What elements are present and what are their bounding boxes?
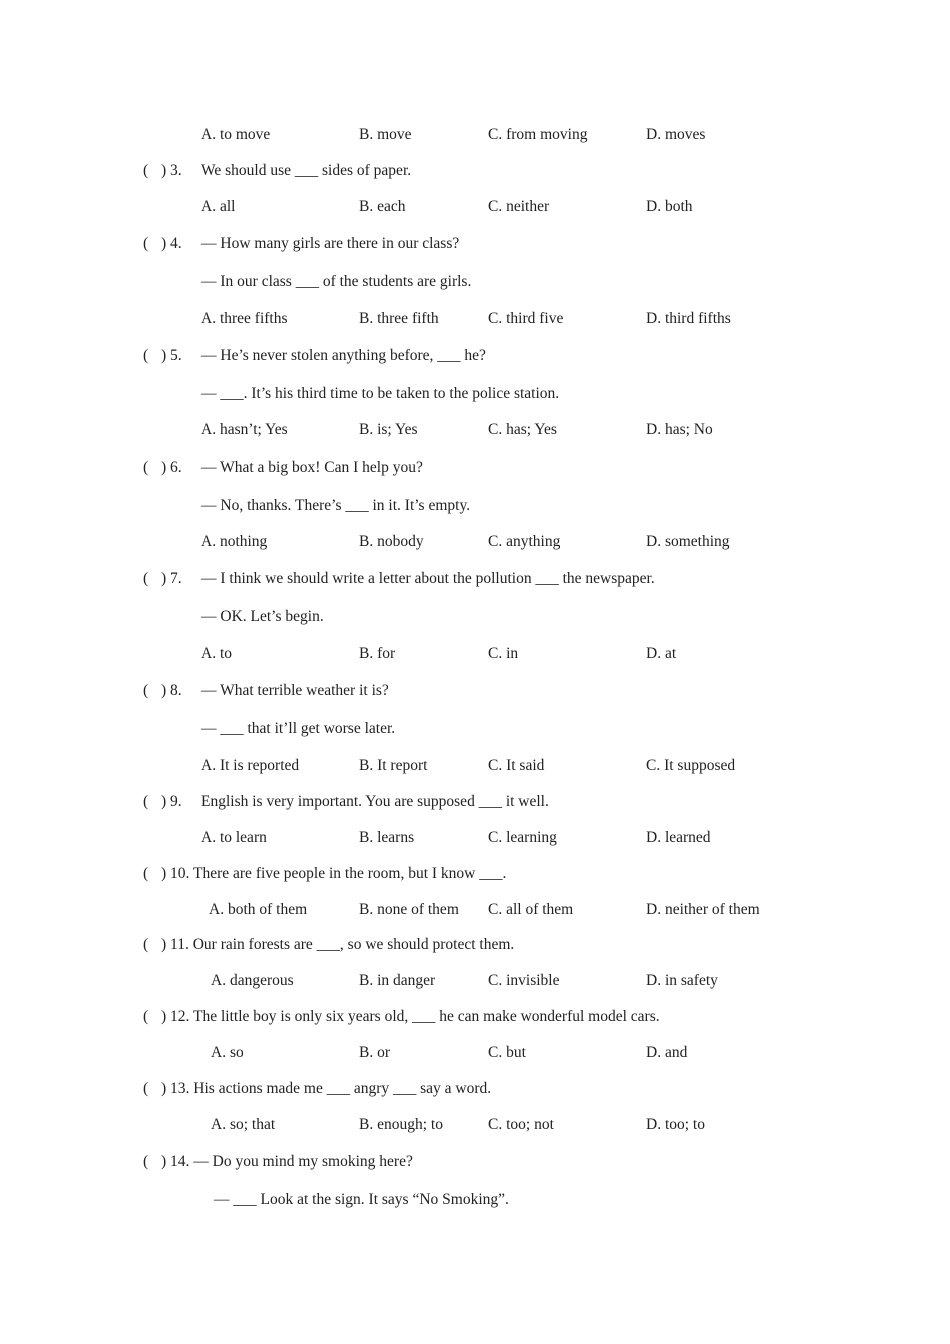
option-a: A. hasn’t; Yes bbox=[201, 421, 288, 438]
question-stem: — How many girls are there in our class? bbox=[201, 235, 460, 252]
option-a: A. to learn bbox=[201, 829, 267, 846]
option-a: A. so; that bbox=[211, 1116, 276, 1133]
option-a: A. nothing bbox=[201, 533, 268, 550]
answer-paren: ( bbox=[143, 347, 149, 364]
option-b: B. none of them bbox=[359, 901, 459, 918]
option-b: B. nobody bbox=[359, 533, 424, 550]
option-c: C. all of them bbox=[488, 901, 574, 918]
option-c: C. anything bbox=[488, 533, 561, 550]
option-a: A. to move bbox=[201, 126, 271, 143]
answer-paren: ( bbox=[143, 865, 149, 882]
option-a: A. to bbox=[201, 645, 232, 662]
question-stem: English is very important. You are supposed ___ it well. bbox=[201, 793, 549, 810]
option-b: B. learns bbox=[359, 829, 415, 846]
option-d: D. has; No bbox=[646, 421, 713, 438]
question-number: ) 3. bbox=[161, 162, 182, 179]
question-stem: We should use ___ sides of paper. bbox=[201, 162, 412, 179]
option-b: B. It report bbox=[359, 757, 428, 774]
option-a: A. both of them bbox=[209, 901, 308, 918]
question-number: ) 8. bbox=[161, 682, 182, 699]
question-stem: — What a big box! Can I help you? bbox=[201, 459, 423, 476]
option-a: A. all bbox=[201, 198, 236, 215]
option-c: C. has; Yes bbox=[488, 421, 557, 438]
question-line-2: — ___ that it’ll get worse later. bbox=[201, 720, 396, 737]
answer-paren: ( bbox=[143, 682, 149, 699]
option-b: B. in danger bbox=[359, 972, 436, 989]
question-stem: ) 10. There are five people in the room, but I know ___. bbox=[161, 865, 507, 882]
question-line-2: — ___ Look at the sign. It says “No Smoking”. bbox=[214, 1191, 509, 1208]
option-c: C. learning bbox=[488, 829, 557, 846]
option-d: D. something bbox=[646, 533, 730, 550]
option-a: A. so bbox=[211, 1044, 244, 1061]
question-stem: ) 14. — Do you mind my smoking here? bbox=[161, 1153, 413, 1170]
question-stem: ) 11. Our rain forests are ___, so we should protect them. bbox=[161, 936, 515, 953]
question-line-2: — ___. It’s his third time to be taken to the police station. bbox=[201, 385, 560, 402]
question-number: ) 4. bbox=[161, 235, 182, 252]
option-c: C. invisible bbox=[488, 972, 560, 989]
option-c: C. neither bbox=[488, 198, 550, 215]
question-line-2: — OK. Let’s begin. bbox=[201, 608, 324, 625]
option-a: A. dangerous bbox=[211, 972, 294, 989]
question-number: ) 9. bbox=[161, 793, 182, 810]
option-c: C. third five bbox=[488, 310, 564, 327]
question-number: ) 7. bbox=[161, 570, 182, 587]
option-d: D. at bbox=[646, 645, 677, 662]
option-d: D. in safety bbox=[646, 972, 718, 989]
option-c: C. but bbox=[488, 1044, 526, 1061]
option-d: D. third fifths bbox=[646, 310, 731, 327]
answer-paren: ( bbox=[143, 162, 149, 179]
option-b: B. or bbox=[359, 1044, 390, 1061]
option-c: C. too; not bbox=[488, 1116, 554, 1133]
option-d: D. neither of them bbox=[646, 901, 760, 918]
option-c: C. in bbox=[488, 645, 519, 662]
option-a: A. three fifths bbox=[201, 310, 288, 327]
option-d: D. moves bbox=[646, 126, 706, 143]
answer-paren: ( bbox=[143, 1080, 149, 1097]
option-c: C. from moving bbox=[488, 126, 588, 143]
question-line-2: — In our class ___ of the students are girls. bbox=[201, 273, 472, 290]
option-b: B. move bbox=[359, 126, 412, 143]
question-stem: — I think we should write a letter about the pollution ___ the newspaper. bbox=[201, 570, 655, 587]
answer-paren: ( bbox=[143, 459, 149, 476]
answer-paren: ( bbox=[143, 570, 149, 587]
answer-paren: ( bbox=[143, 1008, 149, 1025]
question-stem: — What terrible weather it is? bbox=[201, 682, 389, 699]
question-number: ) 6. bbox=[161, 459, 182, 476]
option-b: B. for bbox=[359, 645, 396, 662]
option-d: D. and bbox=[646, 1044, 688, 1061]
question-stem: ) 13. His actions made me ___ angry ___ say a word. bbox=[161, 1080, 492, 1097]
answer-paren: ( bbox=[143, 793, 149, 810]
question-stem: — He’s never stolen anything before, ___ he? bbox=[201, 347, 486, 364]
answer-paren: ( bbox=[143, 936, 149, 953]
question-stem: ) 12. The little boy is only six years old, ___ he can make wonderful model cars. bbox=[161, 1008, 660, 1025]
option-d: C. It supposed bbox=[646, 757, 736, 774]
option-c: C. It said bbox=[488, 757, 545, 774]
option-b: B. is; Yes bbox=[359, 421, 418, 438]
option-b: B. enough; to bbox=[359, 1116, 443, 1133]
question-line-2: — No, thanks. There’s ___ in it. It’s empty. bbox=[201, 497, 471, 514]
option-d: D. too; to bbox=[646, 1116, 705, 1133]
option-d: D. learned bbox=[646, 829, 711, 846]
option-a: A. It is reported bbox=[201, 757, 300, 774]
option-d: D. both bbox=[646, 198, 693, 215]
answer-paren: ( bbox=[143, 1153, 149, 1170]
answer-paren: ( bbox=[143, 235, 149, 252]
option-b: B. each bbox=[359, 198, 406, 215]
question-number: ) 5. bbox=[161, 347, 182, 364]
option-b: B. three fifth bbox=[359, 310, 439, 327]
